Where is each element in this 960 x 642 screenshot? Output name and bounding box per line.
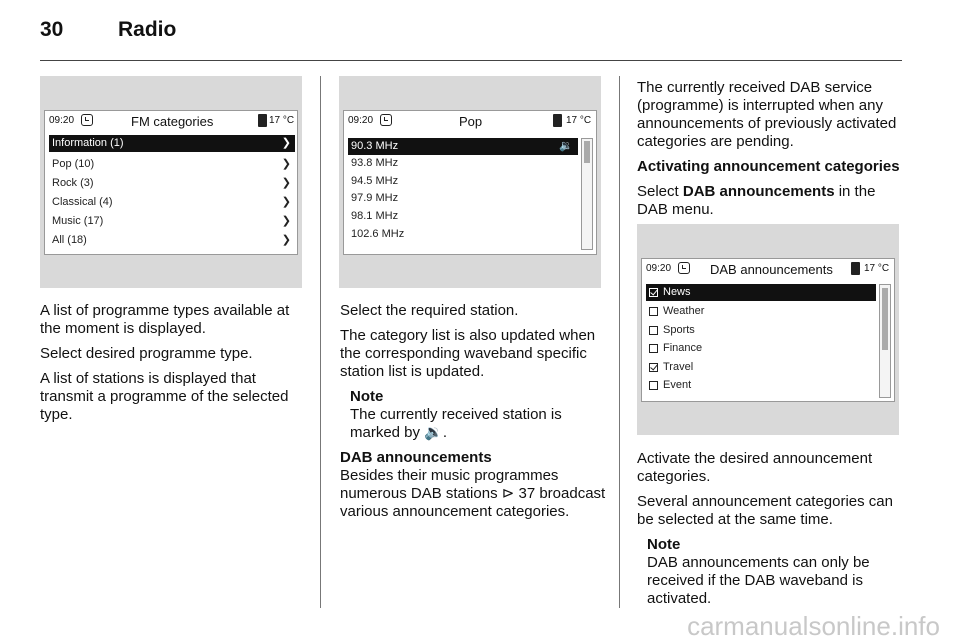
checkbox-icon[interactable] [649,307,658,316]
list-item[interactable]: 102.6 MHz [351,228,405,240]
fm-categories-figure [40,76,302,288]
checkbox-checked-icon[interactable] [649,288,658,297]
paragraph: A list of stations is displayed that transmit a programme of the selected type. [40,370,289,423]
screen-status-bar [642,259,894,279]
list-item[interactable]: 97.9 MHz [351,192,399,204]
checkbox-item-sports[interactable]: Sports [646,322,876,339]
chevron-right-icon: ❯ [281,215,291,227]
section-heading: DAB announcements [340,449,492,466]
list-item[interactable]: Music (17) ❯ [49,213,295,230]
chevron-right-icon: ❯ [281,137,291,149]
note-title: Note [350,388,384,405]
checkbox-item-news[interactable]: News [646,284,876,301]
pop-stations-screen [343,110,597,255]
note-title: Note [647,536,681,553]
screen-title: FM categories [131,114,214,129]
checkbox-item-finance[interactable]: Finance [646,340,876,357]
thermometer-icon [553,114,562,127]
paragraph: The currently received DAB service (programme) is interrupted when any announcements of previously activated categories are pending. [637,79,897,150]
menu-item-reference: DAB announcements [682,183,835,200]
column-3-text-top [637,79,909,226]
checkbox-checked-icon[interactable] [649,363,658,372]
screen-title: Pop [459,114,483,129]
scrollbar[interactable] [879,284,891,398]
list-item[interactable]: 90.3 MHz 🔉 [348,138,578,155]
chevron-right-icon: ❯ [281,158,291,170]
list-item[interactable]: 94.5 MHz [351,175,399,187]
list-item[interactable]: All (18) ❯ [49,232,295,249]
list-item[interactable]: Classical (4) ❯ [49,194,295,211]
fm-categories-screen [44,110,298,255]
list-item[interactable]: Information (1) ❯ [49,135,295,152]
paragraph: Select DAB announcements in the DAB menu. [637,183,876,218]
checkbox-icon[interactable] [649,381,658,390]
page-title: Radio [118,18,177,41]
paragraph: The category list is also updated when the corresponding waveband specific station list is updated. [340,327,596,380]
checkbox-item-weather[interactable]: Weather [646,303,876,320]
paragraph: Select the required station. [340,302,519,319]
chevron-right-icon: ❯ [281,177,291,189]
speaker-icon: 🔉 [559,140,573,152]
clock-icon [678,262,690,274]
note-block [340,388,608,442]
header-rule [40,60,902,61]
checkbox-item-event[interactable]: Event [646,377,876,394]
screen-title: DAB announcements [710,262,833,277]
screen-time: 09:20 [348,115,374,126]
note-block [637,536,909,608]
screen-status-bar [344,111,596,131]
paragraph: A list of programme types available at the moment is displayed. [40,302,290,337]
column-divider-1 [320,76,321,608]
scrollbar-thumb[interactable] [882,288,888,350]
clock-icon [81,114,93,126]
watermark: carmanualsonline.info [687,611,940,641]
screen-temperature: 17 °C [864,263,890,274]
chevron-right-icon: ❯ [281,234,291,246]
paragraph: Several announcement categories can be selected at the same time. [637,493,893,528]
list-item[interactable]: Pop (10) ❯ [49,156,295,173]
checkbox-icon[interactable] [649,326,658,335]
scrollbar-thumb[interactable] [584,141,590,163]
chevron-right-icon: ❯ [281,196,291,208]
pop-stations-figure [339,76,601,288]
paragraph: Besides their music programmes numerous DAB stations ⊳ 37 broadcast various announcement categories. [340,467,606,520]
column-2-text [340,302,608,528]
checkbox-icon[interactable] [649,344,658,353]
note-text: DAB announcements can only be received if the DAB waveband is activated. [647,554,870,607]
screen-time: 09:20 [646,263,672,274]
column-1-text [40,302,308,431]
paragraph: Select desired programme type. [40,345,253,362]
screen-temperature: 17 °C [269,115,295,126]
dab-announcements-figure [637,224,899,435]
screen-status-bar [45,111,297,131]
screen-time: 09:20 [49,115,75,126]
screen-temperature: 17 °C [566,115,592,126]
thermometer-icon [258,114,267,127]
page-number: 30 [40,18,64,41]
column-divider-2 [619,76,620,608]
paragraph: Activate the desired announcement categories. [637,450,873,485]
note-text: The currently received station is marked by 🔉. [350,406,562,441]
list-item[interactable]: Rock (3) ❯ [49,175,295,192]
section-heading: Activating announcement categories [637,158,900,175]
scrollbar[interactable] [581,138,593,250]
column-3-text-bottom [637,450,909,615]
clock-icon [380,114,392,126]
list-item[interactable]: 98.1 MHz [351,210,399,222]
list-item[interactable]: 93.8 MHz [351,157,399,169]
thermometer-icon [851,262,860,275]
dab-announcements-screen [641,258,895,402]
checkbox-item-travel[interactable]: Travel [646,359,876,376]
